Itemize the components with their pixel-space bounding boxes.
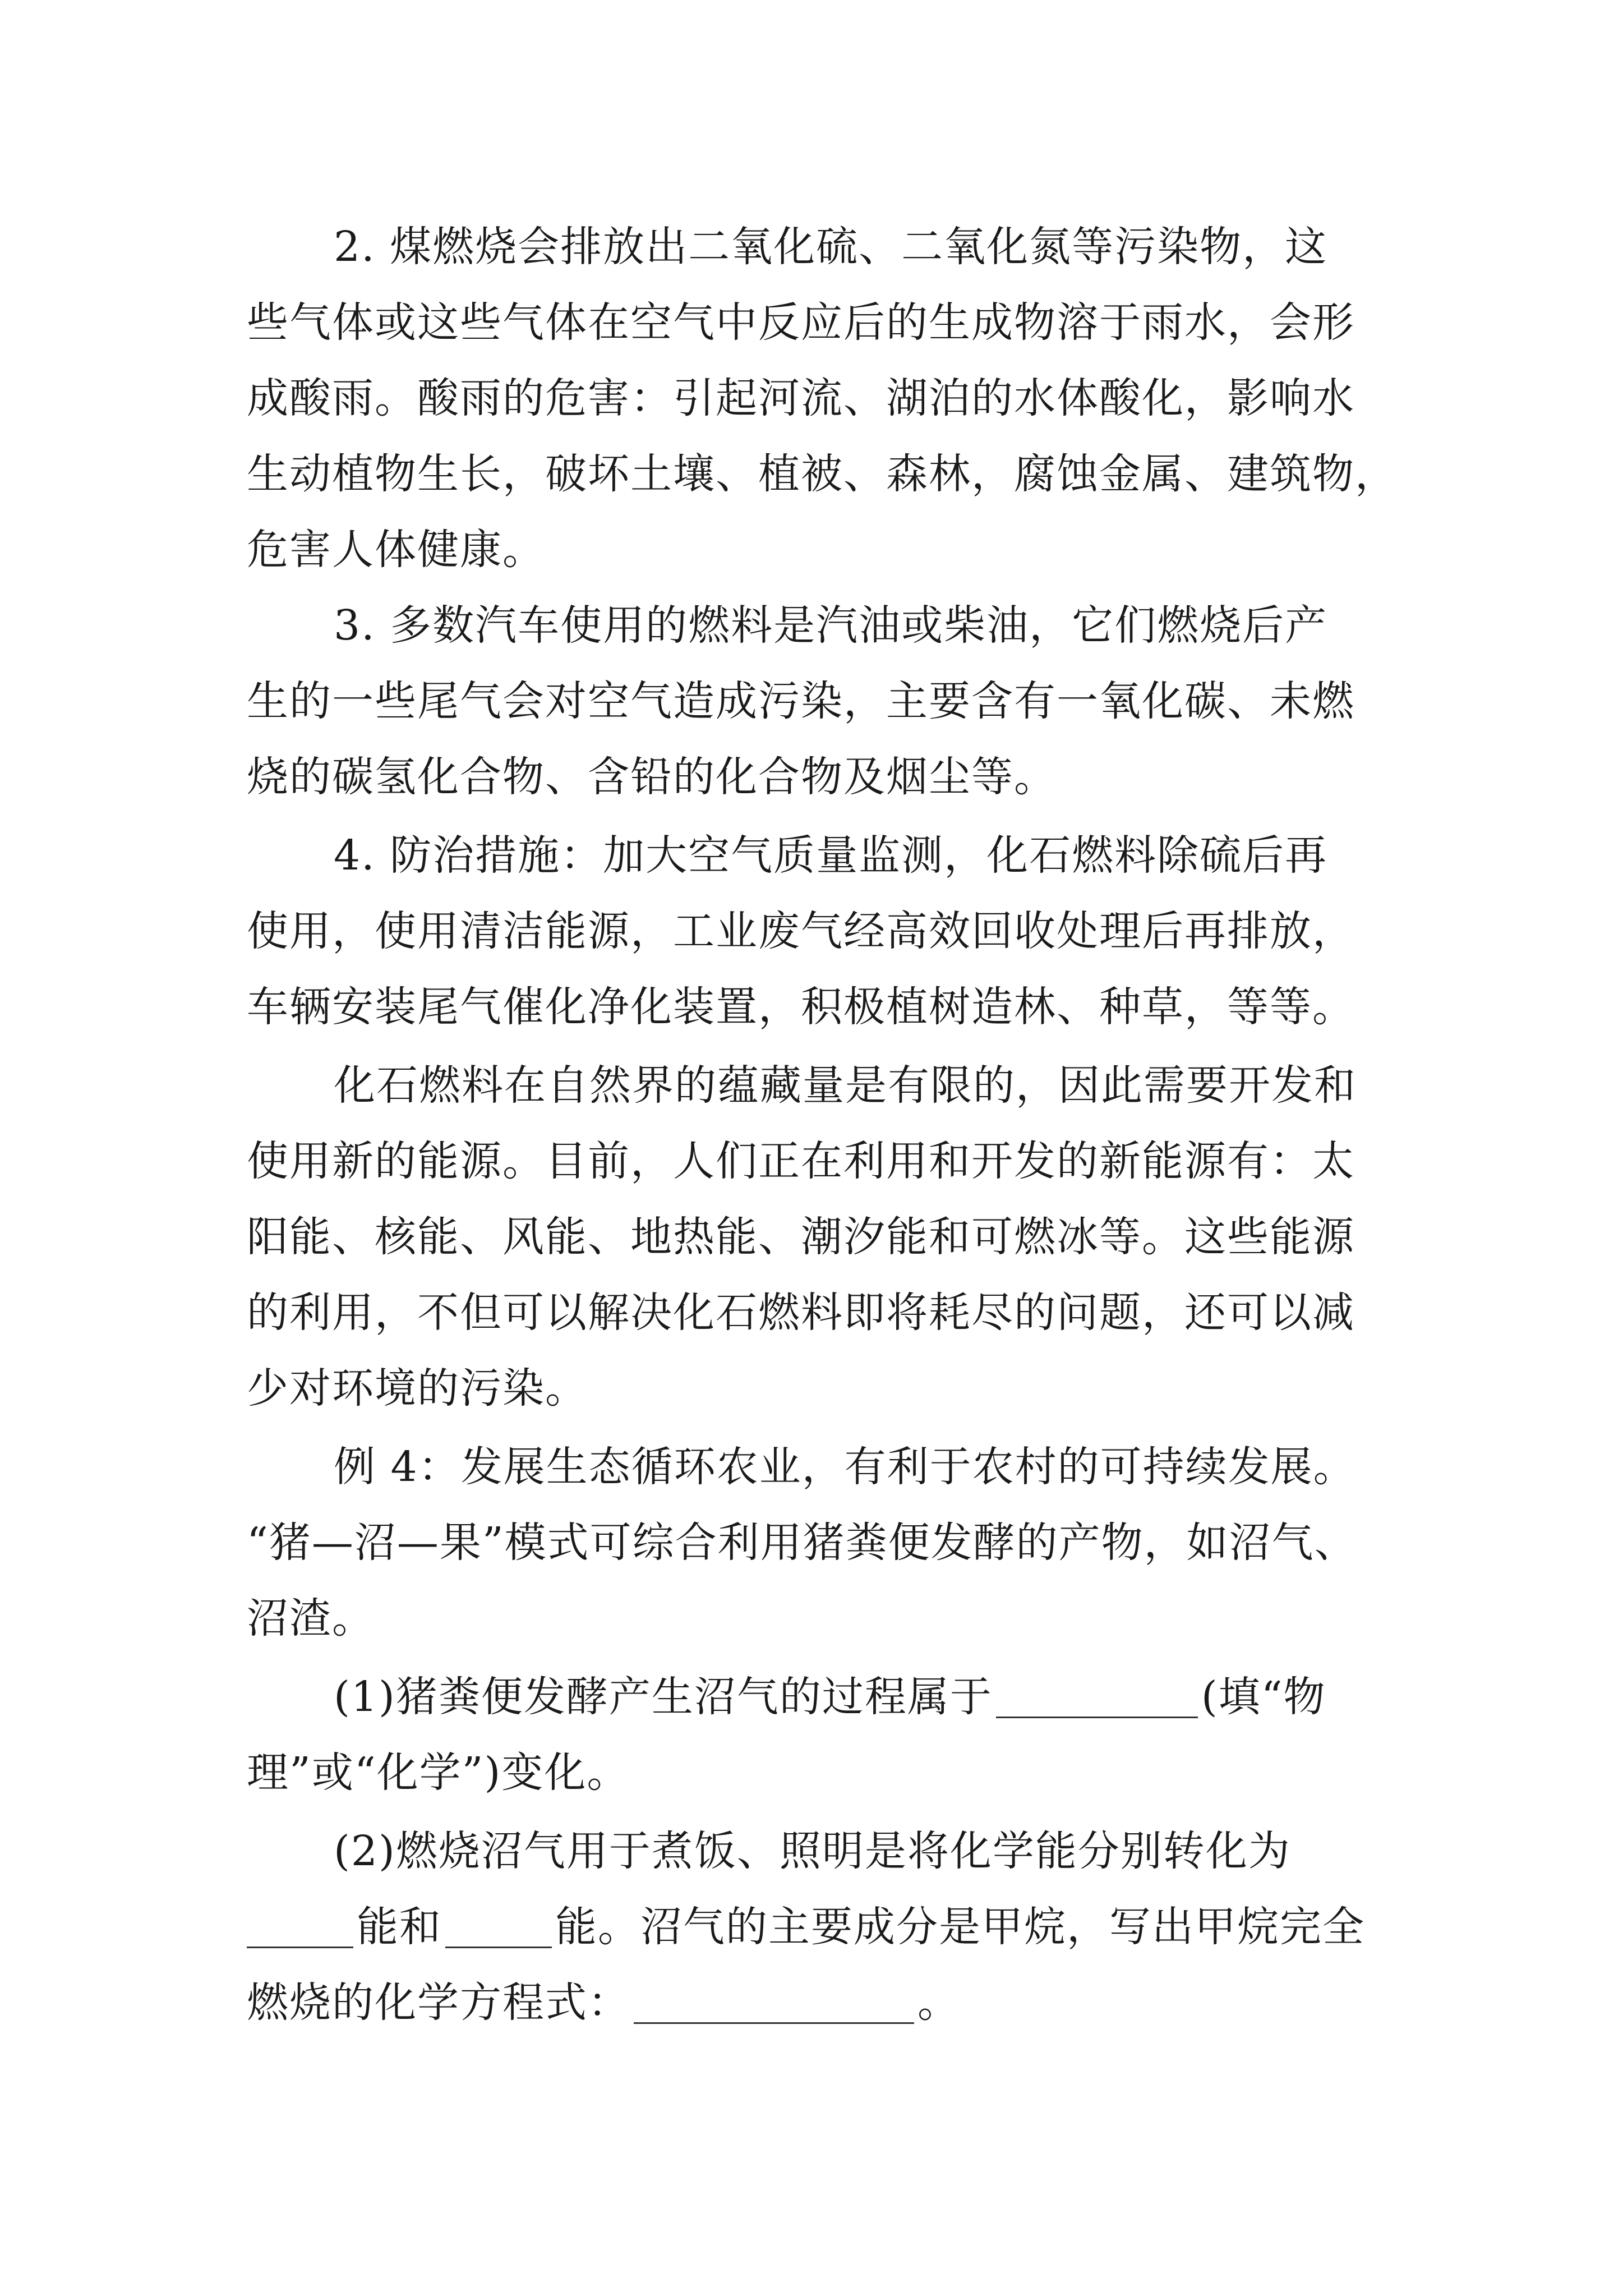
question-1-hint: (填“物 [1201, 1673, 1326, 1721]
paragraph-3-line-2: 生的一些尾气会对空气造成污染，主要含有一氧化碳、未燃 [247, 677, 1355, 725]
answer-blank-equation[interactable] [634, 1983, 914, 2024]
paragraph-2-line-5: 危害人体健康。 [247, 526, 545, 574]
paragraph-5-line-5: 少对环境的污染。 [247, 1364, 588, 1412]
example-4-line-2: “猪—沼—果”模式可综合利用猪粪便发酵的产物，如沼气、 [247, 1519, 1357, 1567]
paragraph-5-line-1: 化石燃料在自然界的蕴藏量是有限的，因此需要开发和 [334, 1061, 1357, 1110]
paragraph-2-line-2: 些气体或这些气体在空气中反应后的生成物溶于雨水，会形 [247, 298, 1355, 347]
answer-blank-3[interactable] [445, 1907, 552, 1948]
example-4-line-3: 沼渣。 [247, 1594, 375, 1642]
paragraph-4-line-3: 车辆安装尾气催化净化装置，积极植树造林、种草，等等。 [247, 983, 1355, 1031]
paragraph-3-line-3: 烧的碳氢化合物、含铅的化合物及烟尘等。 [247, 753, 1057, 801]
paragraph-5-line-2: 使用新的能源。目前，人们正在利用和开发的新能源有：太 [247, 1137, 1355, 1185]
question-2-line-1: (2)燃烧沼气用于煮饭、照明是将化学能分别转化为 [334, 1827, 1291, 1875]
paragraph-3-line-1: 3. 多数汽车使用的燃料是汽油或柴油，它们燃烧后产 [334, 601, 1328, 650]
question-2-end-mark: 。 [917, 1978, 960, 2027]
answer-blank-2[interactable] [247, 1907, 353, 1948]
answer-blank-1[interactable] [996, 1677, 1198, 1718]
paragraph-5-line-4: 的利用，不但可以解决化石燃料即将耗尽的问题，还可以减 [247, 1289, 1355, 1337]
question-1-text: (1)猪粪便发酵产生沼气的过程属于 [334, 1673, 993, 1721]
paragraph-5-line-3: 阳能、核能、风能、地热能、潮汐能和可燃冰等。这些能源 [247, 1213, 1355, 1261]
question-1-line-2: 理”或“化学”)变化。 [247, 1749, 630, 1797]
question-2-equation-prompt: 燃烧的化学方程式： [247, 1978, 630, 2027]
example-4-line-1: 例 4：发展生态循环农业，有利于农村的可持续发展。 [334, 1443, 1356, 1491]
paragraph-2-line-3: 成酸雨。酸雨的危害：引起河流、湖泊的水体酸化，影响水 [247, 374, 1355, 422]
paragraph-4-line-2: 使用，使用清洁能源，工业废气经高效回收处理后再排放， [247, 907, 1355, 955]
question-1-line-1 [334, 1663, 1326, 1731]
paragraph-2-line-1: 2. 煤燃烧会排放出二氧化硫、二氧化氮等污染物，这 [334, 223, 1328, 271]
paragraph-4-line-1: 4. 防治措施：加大空气质量监测，化石燃料除硫后再 [334, 831, 1328, 880]
question-2-line-3 [247, 1969, 960, 2036]
question-2-mid-text: 能和 [357, 1903, 442, 1951]
paragraph-2-line-4: 生动植物生长，破坏土壤、植被、森林，腐蚀金属、建筑物， [247, 450, 1398, 498]
question-2-line-2 [247, 1893, 1365, 1961]
question-2-after-text: 能。沼气的主要成分是甲烷，写出甲烷完全 [555, 1903, 1365, 1951]
